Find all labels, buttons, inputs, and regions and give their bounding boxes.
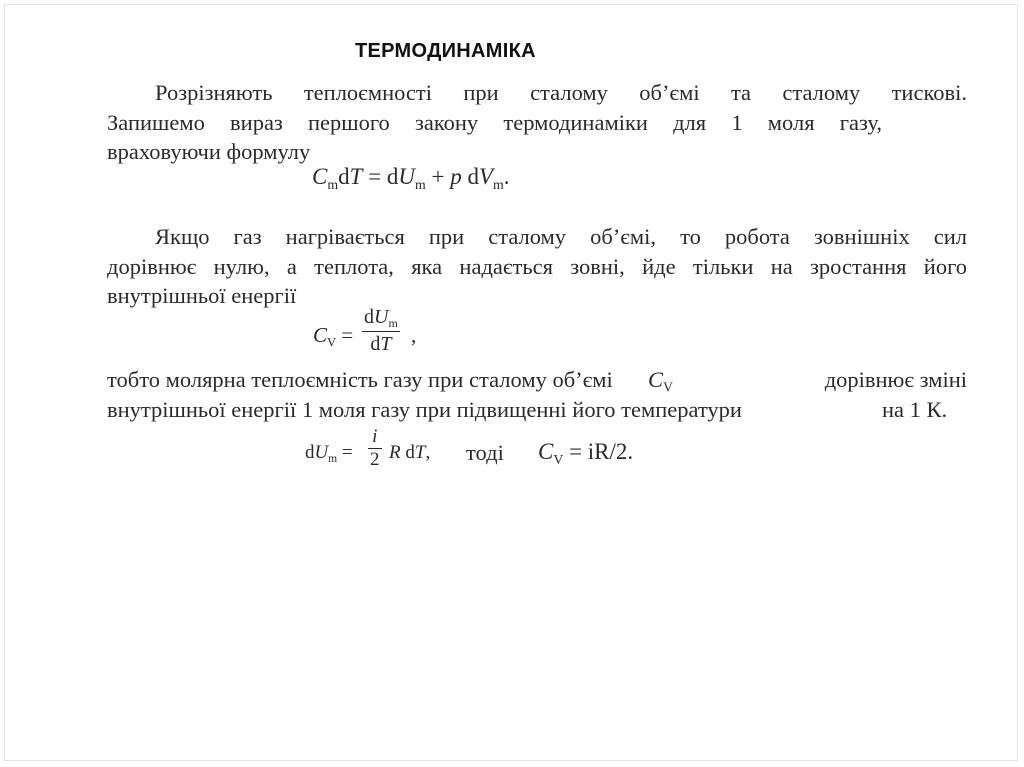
fraction-denominator: 2 bbox=[370, 448, 380, 470]
para2-line3: внутрішньої енергії bbox=[107, 283, 297, 308]
equation-cv-lhs: $C_V$ = bbox=[313, 323, 354, 350]
para3-cv-symbol: $C_V$ bbox=[648, 367, 673, 395]
para2-line1: Якщо газ нагрівається при сталому об’ємі, то робота зовнішніх сил bbox=[155, 224, 967, 249]
para1-line3: враховуючи формулу bbox=[107, 139, 311, 164]
para3-line2: внутрішньої енергії 1 моля газу при підвищенні його температури bbox=[107, 397, 742, 422]
fraction-numerator: i bbox=[368, 426, 382, 449]
para3-line2b: на 1 К. bbox=[882, 397, 948, 422]
equation-first-law: $C_mdT = dU_m + p$ $dV_m$. bbox=[312, 164, 510, 192]
fraction-numerator: $dU_m$ bbox=[364, 306, 398, 331]
page-title: ТЕРМОДИНАМІКА bbox=[355, 40, 536, 62]
para1-line2: Запишемо вираз першого закону термодинаміки для 1 моля газу, bbox=[107, 110, 882, 135]
equation-du-rhs: R dT, bbox=[389, 442, 431, 463]
todi-word: тоді bbox=[466, 440, 504, 465]
equation-du-fraction bbox=[368, 426, 382, 472]
equation-cv-result: $C_V = iR/2$. bbox=[538, 439, 634, 467]
para3-line1-wrap bbox=[107, 367, 967, 396]
para2-line2: дорівнює нулю, а теплота, яка надається зовні, йде тільки на зростання його bbox=[107, 254, 967, 279]
para3-line1b: дорівнює зміні bbox=[824, 367, 967, 392]
para1-line1: Розрізняють теплоємності при сталому об’ємі та сталому тискові. bbox=[155, 80, 967, 105]
equation-du-lhs: $dU_m$ = bbox=[305, 442, 353, 465]
equation-cv-comma: , bbox=[411, 323, 417, 347]
para3-line1: тобто молярна теплоємність газу при сталому об’ємі bbox=[107, 367, 613, 392]
equation-cv-fraction bbox=[362, 306, 400, 356]
fraction-denominator: dT bbox=[370, 332, 392, 355]
